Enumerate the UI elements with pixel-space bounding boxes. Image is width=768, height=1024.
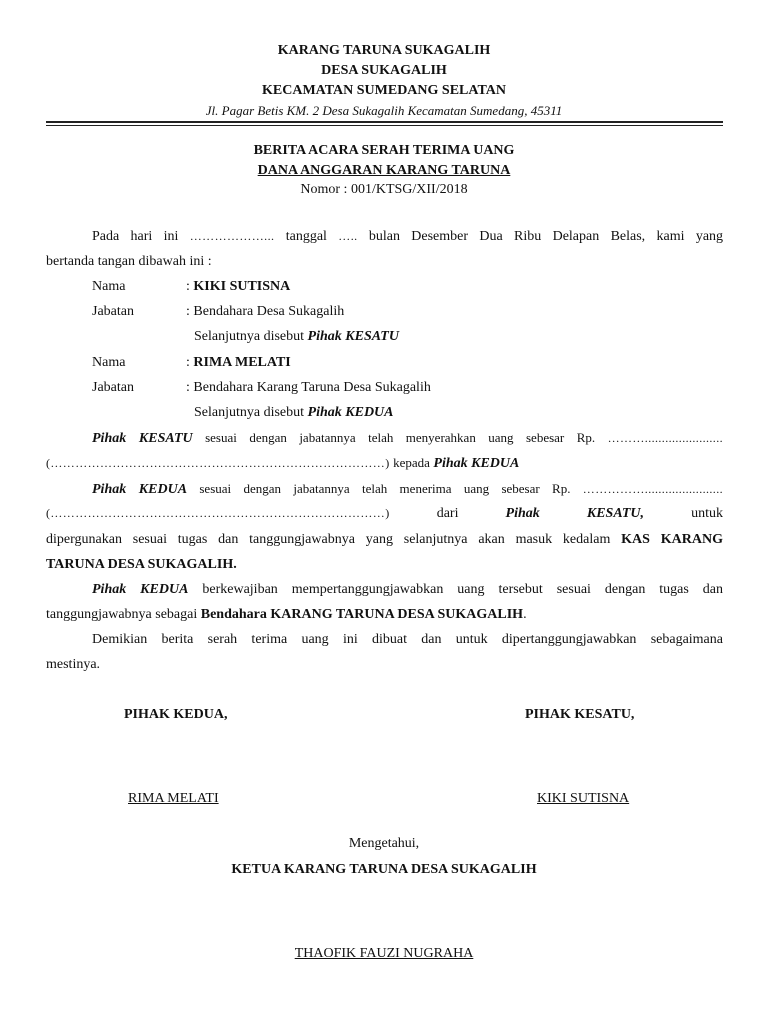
para2-line-3: dipergunakan sesuai tugas dan tanggungjawabnya yang selanjutnya akan masuk kedalam KAS KARANG [46,532,723,547]
letterhead-org: KARANG TARUNA SUKAGALIH [277,43,491,58]
para1-words-blank: (………………………………………………………………………) [46,456,390,470]
letterhead-rule-thin [46,125,723,126]
intro-line-2: bertanda tangan dibawah ini : [46,254,212,269]
date-blank: ………………... [189,229,275,243]
party1-role-label: Jabatan [92,304,134,319]
day-blank: ….. [338,229,358,243]
party1-name: : KIKI SUTISNA [186,279,291,294]
letterhead-rule-thick [46,121,723,123]
para2-line-4: TARUNA DESA SUKAGALIH. [46,557,237,572]
para2-line-1: Pihak KEDUA sesuai dengan jabatannya telah menerima uang sebesar Rp. ……………....................... [92,481,723,497]
letterhead-district: KECAMATAN SUMEDANG SELATAN [262,83,506,98]
acknowledge-label: Mengetahui, [348,836,420,851]
party1-name-label: Nama [92,279,126,294]
party1-designation: Selanjutnya disebut Pihak KESATU [194,329,399,344]
letterhead-village: DESA SUKAGALIH [321,63,447,78]
party2-designation: Selanjutnya disebut Pihak KEDUA [194,405,394,420]
party2-role-label: Jabatan [92,380,134,395]
para2-words-blank: (………………………………………………………………………) [46,506,390,520]
para3-line-2: tanggungjawabnya sebagai Bendahara KARANG TARUNA DESA SUKAGALIH. [46,607,527,622]
para4-line-1: Demikian berita serah terima uang ini dibuat dan untuk dipertanggungjawabkan sebagaimana [92,632,723,647]
doc-subtitle: DANA ANGGARAN KARANG TARUNA [257,163,511,178]
para2-amount-blank: ……………....................... [582,482,723,496]
sign-left-name: RIMA MELATI [128,791,219,806]
intro-line-1: Pada hari ini ………………... tanggal ….. bulan Desember Dua Ribu Delapan Belas, kami yang [92,229,724,244]
para1-line-1: Pihak KESATU sesuai dengan jabatannya telah menyerahkan uang sebesar Rp. ………....................... [92,430,724,446]
chair-title: KETUA KARANG TARUNA DESA SUKAGALIH [231,862,537,877]
para2-line-2: (………………………………………………………………………) dari Pihak KESATU, untuk [46,506,724,521]
para4-line-2: mestinya. [46,657,101,672]
para3-line-1: Pihak KEDUA berkewajiban mempertanggungjawabkan uang tersebut sesuai dengan tugas dan [92,582,723,597]
party2-name: : RIMA MELATI [186,355,291,370]
sign-left-title: PIHAK KEDUA, [124,707,228,722]
para1-amount-blank: ………....................... [607,431,724,445]
party2-role: : Bendahara Karang Taruna Desa Sukagalih [186,380,431,395]
sign-right-title: PIHAK KESATU, [525,707,635,722]
para1-line-2: (………………………………………………………………………) kepada Pihak KEDUA [46,455,520,471]
doc-title: BERITA ACARA SERAH TERIMA UANG [253,143,515,158]
doc-number: Nomor : 001/KTSG/XII/2018 [300,182,468,197]
chair-name: THAOFIK FAUZI NUGRAHA [294,946,474,961]
party2-name-label: Nama [92,355,126,370]
sign-right-name: KIKI SUTISNA [537,791,630,806]
letterhead-address: Jl. Pagar Betis KM. 2 Desa Sukagalih Kecamatan Sumedang, 45311 [205,103,563,118]
party1-role: : Bendahara Desa Sukagalih [186,304,345,319]
